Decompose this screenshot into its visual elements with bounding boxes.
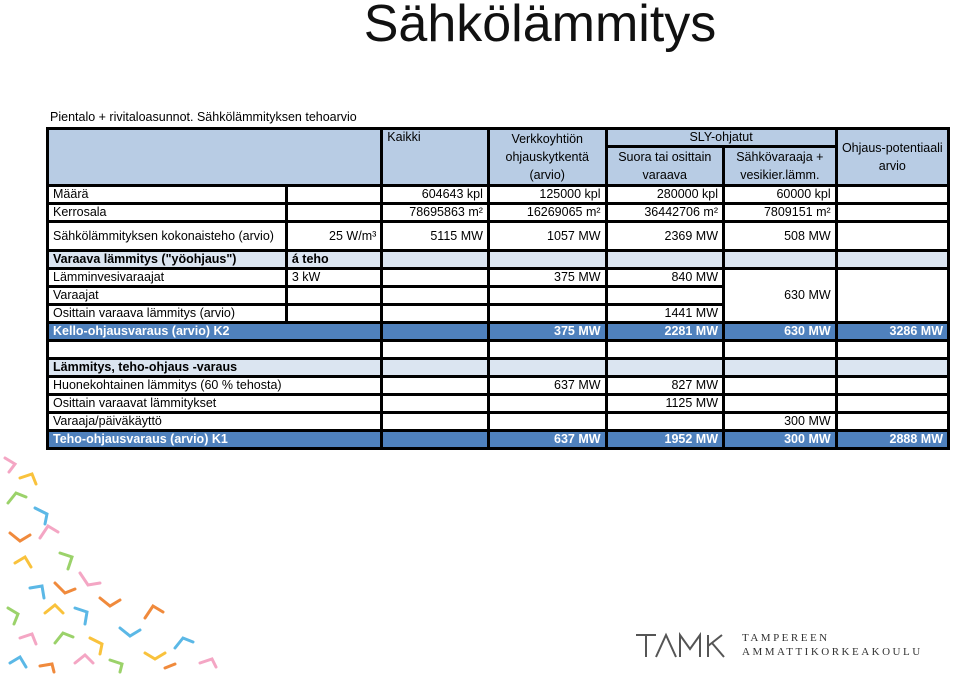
section1-title: Varaava lämmitys ("yöohjaus") xyxy=(48,251,287,269)
cell-kaikki: 78695863 m² xyxy=(382,204,489,222)
cell-kaikki xyxy=(382,305,489,323)
cell-verkko: 125000 kpl xyxy=(488,186,606,204)
cell-verkko xyxy=(488,413,606,431)
row-label: Kerrosala xyxy=(48,204,287,222)
table-row xyxy=(48,204,949,222)
logo-line1: TAMPEREEN xyxy=(742,632,830,644)
header-suora: Suora tai osittain varaava xyxy=(606,147,723,186)
table-row xyxy=(48,413,949,431)
cell-sahko: 508 MW xyxy=(724,222,837,251)
cell-sahko: 300 MW xyxy=(724,413,837,431)
row-mid: 3 kW xyxy=(286,269,381,287)
table-row xyxy=(48,186,949,204)
cell-kaikki xyxy=(382,287,489,305)
total-pot: 2888 MW xyxy=(836,431,948,449)
decorative-pattern xyxy=(0,448,230,677)
logo-line2: AMMATTIKORKEAKOULU xyxy=(742,646,923,658)
header-sahkovaraaja: Sähkövaraaja + vesikier.lämm. xyxy=(724,147,837,186)
power-estimate-table-image xyxy=(46,106,950,480)
cell-sahko xyxy=(724,395,837,413)
cell-pot xyxy=(836,222,948,251)
header-sly: SLY-ohjatut xyxy=(606,129,836,147)
row-mid: 25 W/m³ xyxy=(286,222,381,251)
cell-verkko: 1057 MW xyxy=(488,222,606,251)
table-row xyxy=(48,222,949,251)
table-row xyxy=(48,269,949,287)
cell-suora: 1441 MW xyxy=(606,305,723,323)
cell-verkko xyxy=(488,287,606,305)
cell-sahko: 7809151 m² xyxy=(724,204,837,222)
cell-verkko: 375 MW xyxy=(488,269,606,287)
total-pot: 3286 MW xyxy=(836,323,948,341)
cell-pot xyxy=(836,395,948,413)
section-header-row xyxy=(48,359,949,377)
cell-suora xyxy=(606,413,723,431)
cell-suora: 1125 MW xyxy=(606,395,723,413)
section-header-row xyxy=(48,251,949,269)
row-mid xyxy=(286,186,381,204)
power-estimate-table xyxy=(46,127,950,450)
row-label: Osittain varaava lämmitys (arvio) xyxy=(48,305,287,323)
table-caption: Pientalo + rivitaloasunnot. Sähkölämmityksen tehoarvio xyxy=(50,110,357,124)
cell-suora: 840 MW xyxy=(606,269,723,287)
cell-pot xyxy=(836,269,948,323)
cell-verkko: 637 MW xyxy=(488,377,606,395)
row-label: Lämminvesivaraajat xyxy=(48,269,287,287)
cell-sahko xyxy=(724,377,837,395)
header-kaikki: Kaikki xyxy=(382,129,489,186)
total-suora: 2281 MW xyxy=(606,323,723,341)
row-mid xyxy=(286,287,381,305)
cell-kaikki: 5115 MW xyxy=(382,222,489,251)
cell-verkko xyxy=(488,305,606,323)
total-row-k2 xyxy=(48,323,949,341)
row-label: Varaajat xyxy=(48,287,287,305)
total-sahko: 300 MW xyxy=(724,431,837,449)
header-verkko: Verkkoyhtiön ohjauskytkentä (arvio) xyxy=(488,129,606,186)
cell-kaikki xyxy=(382,269,489,287)
total-label: Teho-ohjausvaraus (arvio) K1 xyxy=(48,431,382,449)
cell-suora: 36442706 m² xyxy=(606,204,723,222)
cell-pot xyxy=(836,413,948,431)
cell-pot xyxy=(836,204,948,222)
cell-suora xyxy=(606,287,723,305)
row-label: Osittain varaavat lämmitykset xyxy=(48,395,382,413)
cell-sahko: 630 MW xyxy=(724,269,837,323)
row-mid xyxy=(286,204,381,222)
row-label: Määrä xyxy=(48,186,287,204)
total-suora: 1952 MW xyxy=(606,431,723,449)
total-sahko: 630 MW xyxy=(724,323,837,341)
total-verkko: 637 MW xyxy=(488,431,606,449)
cell-suora: 827 MW xyxy=(606,377,723,395)
spacer-row xyxy=(48,341,949,359)
header-row-1 xyxy=(48,129,949,147)
row-label: Varaaja/päiväkäyttö xyxy=(48,413,382,431)
section2-title: Lämmitys, teho-ohjaus -varaus xyxy=(48,359,382,377)
table-row xyxy=(48,377,949,395)
cell-kaikki xyxy=(382,395,489,413)
slide-title: Sähkölämmitys xyxy=(363,0,717,53)
row-label: Sähkölämmityksen kokonaisteho (arvio) xyxy=(48,222,287,251)
cell-verkko xyxy=(488,395,606,413)
total-row-k1 xyxy=(48,431,949,449)
cell-suora: 2369 MW xyxy=(606,222,723,251)
cell-kaikki xyxy=(382,413,489,431)
table-row xyxy=(48,395,949,413)
header-potentiaali: Ohjaus-potentiaali arvio xyxy=(836,129,948,186)
row-label: Huonekohtainen lämmitys (60 % tehosta) xyxy=(48,377,382,395)
header-empty xyxy=(48,129,382,186)
cell-pot xyxy=(836,186,948,204)
total-verkko: 375 MW xyxy=(488,323,606,341)
cell-verkko: 16269065 m² xyxy=(488,204,606,222)
total-label: Kello-ohjausvaraus (arvio) K2 xyxy=(48,323,382,341)
cell-suora: 280000 kpl xyxy=(606,186,723,204)
cell-sahko: 60000 kpl xyxy=(724,186,837,204)
section1-mid: á teho xyxy=(286,251,381,269)
row-mid xyxy=(286,305,381,323)
cell-kaikki xyxy=(382,377,489,395)
cell-pot xyxy=(836,377,948,395)
cell-kaikki: 604643 kpl xyxy=(382,186,489,204)
